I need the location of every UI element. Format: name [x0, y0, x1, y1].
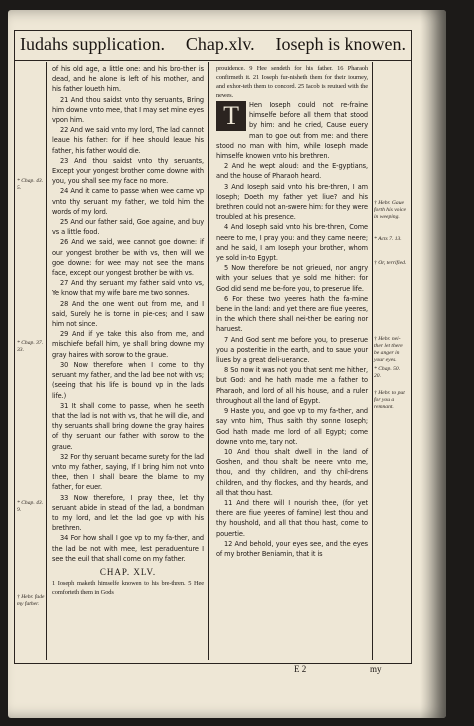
verse: 11 And there will I nourish thee, (for yet there are fiue yeeres of famine) lest thou and thy houshold, and all that thou hast, come to pouertie.	[216, 498, 368, 538]
margin-note-right: * Chap. 50. 20.	[374, 366, 401, 379]
verse: 26 And we said, wee cannot goe downe: if our yongest brother be with vs, then will we goe downe: for wee may not see the mans face, except our yongest brother be with vs.	[52, 238, 204, 278]
margin-note-right: * Acts 7. 13.	[374, 236, 402, 242]
header-center: Chap.xlv.	[185, 34, 255, 54]
margin-note-right: † Hebr. Gaue forth his voice in weeping.	[374, 200, 407, 220]
right-column	[216, 64, 368, 559]
verse: 28 And the one went out from me, and I said, Surely he is torne in pie-ces; and I saw him not since.	[52, 299, 204, 329]
margin-note-right: † Hebr. nei-ther let there be anger in your eyes.	[374, 336, 403, 363]
right-margin-rule	[372, 62, 373, 660]
catchword: my	[370, 664, 382, 674]
margin-note-left: * Chap. 43. 5.	[17, 178, 44, 191]
verse: 6 For these two yeeres hath the fa-mine bene in the land: and yet there are fiue yeeres, in the which there shall nei-ther be earing nor haruest.	[216, 294, 368, 334]
margin-note-right: † Or, terrified.	[374, 260, 407, 266]
column-divider	[208, 62, 209, 660]
verse: 25 And our father said, Goe againe, and buy vs a little food.	[52, 218, 204, 237]
signature-mark: E 2	[294, 664, 307, 674]
verse: 31 It shall come to passe, when he seeth that the lad is not with vs, that he will die, and thy seruants shall bring downe the gray haires of thy seruant our father with sorow to the graue.	[52, 401, 204, 451]
verse: 4 And Ioseph said vnto his bre-thren, Come neere to me, I pray you: and they came neere; and he said, I am Ioseph your brother, whom ye sold in-to Egypt.	[216, 223, 368, 263]
verse: 12 And behold, your eyes see, and the eyes of my brother Beniamin, that it is	[216, 539, 368, 558]
verse-one	[216, 100, 368, 161]
verse: 30 Now therefore when I come to thy seruant my father, and the lad bee not with vs; (seeing that his life is bound vp in the lads life.)	[52, 360, 204, 400]
verse: 22 And we said vnto my lord, The lad cannot leaue his father: for if hee should leaue his father, his father would die.	[52, 126, 204, 155]
verse: of his old age, a little one: and his bro-ther is dead, and he alone is left of his mother, and his father loueth him.	[52, 65, 204, 94]
running-header	[14, 34, 412, 58]
verse: 3 And Ioseph said vnto his bre-thren, I am Ioseph; Doeth my father yet liue? and his brethren could not an-swere him: for they were troubled at his presence.	[216, 182, 368, 222]
verse: 34 For how shall I goe vp to my fa-ther, and the lad be not with mee, lest peraduenture I see the euil that shall come on my father.	[52, 534, 204, 563]
verse: 33 Now therefore, I pray thee, let thy seruant abide in stead of the lad, a bondman to my lord, and let the lad goe vp with his brethren.	[52, 493, 204, 533]
verse: 10 And thou shalt dwell in the land of Goshen, and thou shalt be neere vnto me, thou, and thy children, and thy chil-drens children, and thy flockes, and thy heards, and all that thou hast.	[216, 447, 368, 497]
margin-note-left: † Hebr. fade my father.	[17, 594, 45, 607]
verse: 21 And thou saidst vnto thy seruants, Bring him downe vnto mee, that I may set mine eyes vpon him.	[52, 95, 204, 125]
header-left: Iudahs supplication.	[20, 34, 165, 54]
verse: 24 And it came to passe when wee came vp vnto thy seruant my father, we told him the words of my lord.	[52, 187, 204, 216]
verse: 5 Now therefore be not grieued, nor angry with your selues that ye sold me hither: for God did send me be-fore you, to preserue life.	[216, 264, 368, 293]
drop-cap: T	[216, 101, 246, 131]
header-right: Ioseph is knowen.	[275, 34, 406, 54]
header-rule	[14, 60, 412, 61]
margin-note-left: * Chap. 43. 9.	[17, 500, 44, 513]
verse: 32 For thy seruant became surety for the lad vnto my father, saying, If I bring him not vnto thee, then I shall beare the blame to my father, for euer.	[52, 452, 204, 492]
verse: 23 And thou saidst vnto thy seruants, Except your yongest brother come downe with you, you shall see my face no more.	[52, 156, 204, 186]
left-column	[52, 64, 204, 597]
chapter-title: CHAP. XLV.	[99, 566, 157, 577]
page-gutter-shadow	[420, 10, 446, 718]
verse: 27 And thy seruant my father said vnto vs, Ye know that my wife bare me two sonnes.	[52, 279, 204, 298]
verse-one-text: Hen Ioseph could not re-fraine himselfe before all them that stood by him: and he cried, Cause euery man to goe out from me: and there stood no man with him, while Ioseph made himselfe knowen vnto his brethren.	[216, 101, 368, 161]
chapter-summary-continued: prouidence. 9 Hee sendeth for his father. 16 Pharaoh confirmeth it. 21 Ioseph fur-nisheth them for their iourney, and exhor-teth them to concord. 25 Iacob is reuiued with the newes.	[216, 65, 368, 99]
verse: 7 And God sent me before you, to preserue you a posteritie in the earth, and to saue your liues by a great deli-uerance.	[216, 335, 368, 365]
margin-note-left: * Chap. 37. 33.	[17, 340, 44, 353]
verse: 9 Haste you, and goe vp to my fa-ther, and say vnto him, Thus saith thy sonne Ioseph; God hath made me lord of all Egypt; come downe vnto me, tary not.	[216, 407, 368, 446]
chapter-summary: 1 Ioseph maketh himselfe knowen to his bre-thren. 5 Hee comforteth them in Gods	[52, 580, 204, 597]
verse: 8 So now it was not you that sent me hither, but God: and he hath made me a father to Pharaoh, and lord of all his house, and a ruler throughout all the land of Egypt.	[216, 366, 368, 405]
verse: 2 And he wept aloud: and the E-gyptians, and the house of Pharaoh heard.	[216, 162, 368, 181]
page-footer	[14, 664, 412, 678]
verse: 29 And if ye take this also from me, and mischiefe befall him, ye shall bring downe my gray haires with sorow to the graue.	[52, 330, 204, 359]
left-margin-rule	[46, 62, 47, 660]
margin-note-right: † Hebr. to put for you a remnant.	[374, 390, 405, 410]
